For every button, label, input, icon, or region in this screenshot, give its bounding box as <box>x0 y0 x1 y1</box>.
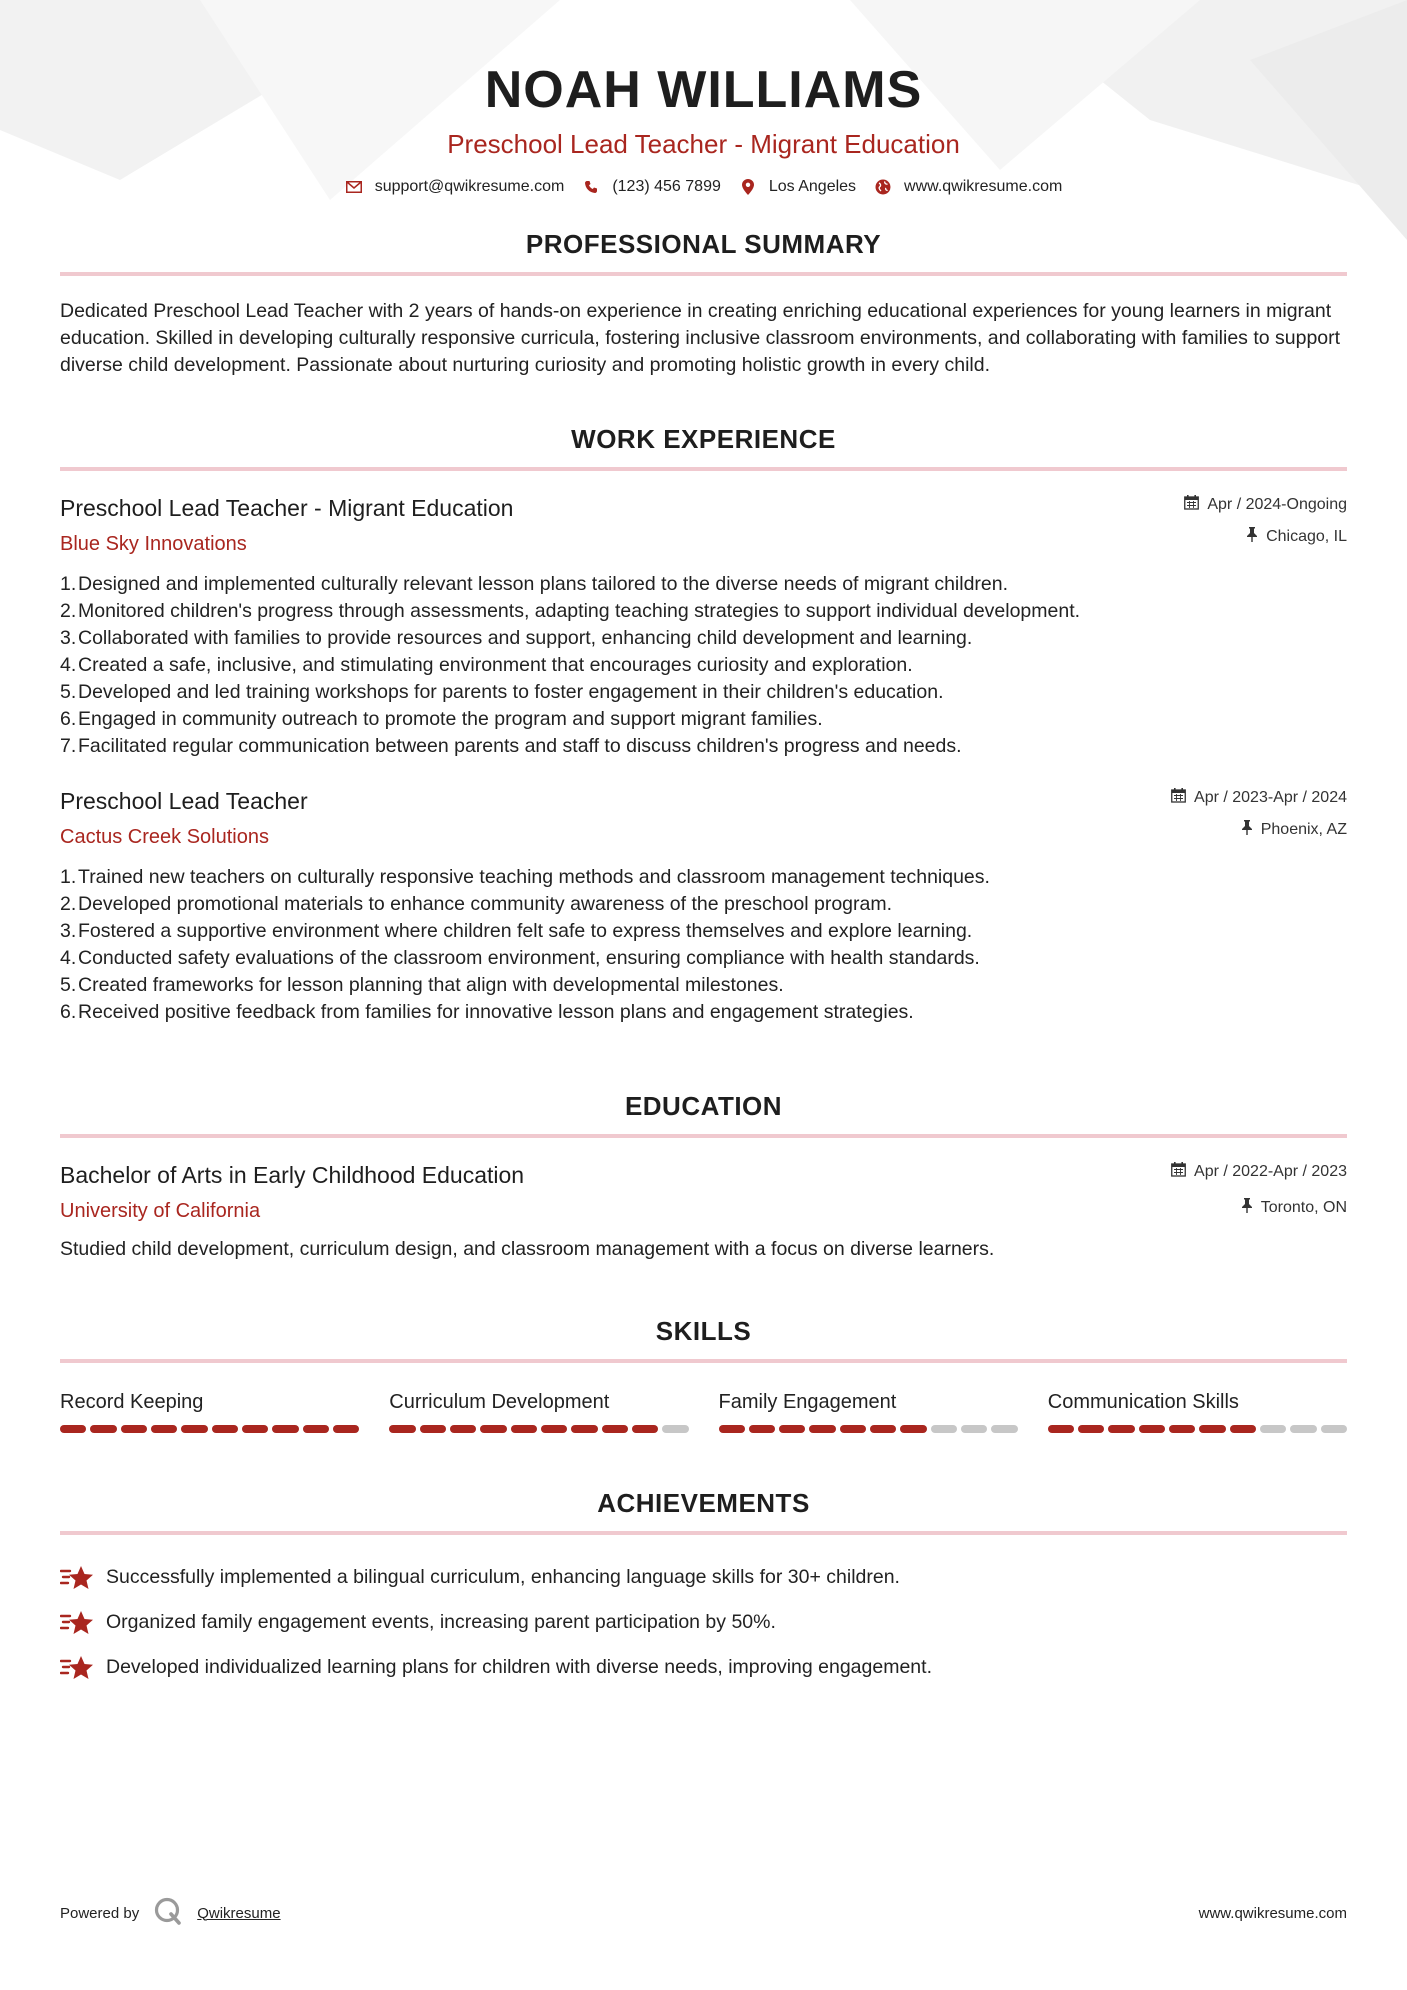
skill-item <box>389 1389 688 1433</box>
skill-segment <box>1169 1425 1195 1433</box>
degree-title: Bachelor of Arts in Early Childhood Education <box>60 1162 525 1188</box>
powered-by-label: Powered by <box>60 1904 140 1922</box>
achievements-section <box>60 1487 1347 1690</box>
skill-segment <box>511 1425 537 1433</box>
skill-level-bar <box>719 1425 1018 1433</box>
powered-by <box>60 1896 281 1930</box>
achievement-text: Developed individualized learning plans for children with diverse needs, improving engagement. <box>106 1656 932 1678</box>
section-divider <box>60 1134 1347 1138</box>
skills-heading: SKILLS <box>655 1316 752 1346</box>
job-company: Cactus Creek Solutions <box>60 826 269 848</box>
skill-segment <box>121 1425 147 1433</box>
job-entry <box>60 493 1347 760</box>
skill-segment <box>840 1425 866 1433</box>
skill-segment <box>602 1425 628 1433</box>
list-item: 3. Fostered a supportive environment where children felt safe to express themselves and explore learning. <box>60 920 973 942</box>
education-location: Toronto, ON <box>1260 1199 1347 1216</box>
skill-segment <box>1230 1425 1256 1433</box>
section-divider <box>60 1531 1347 1535</box>
skill-segment <box>1321 1425 1347 1433</box>
list-item: 1. Designed and implemented culturally relevant lesson plans tailored to the diverse needs of migrant children. <box>60 573 1009 595</box>
list-item: 7. Facilitated regular communication between parents and staff to discuss children's progress and needs. <box>60 735 962 757</box>
skill-segment <box>1048 1425 1074 1433</box>
skills-section <box>60 1315 1347 1433</box>
contact-website[interactable] <box>874 178 1062 196</box>
achievements-list <box>60 1555 1347 1690</box>
achievement-text: Organized family engagement events, increasing parent participation by 50%. <box>106 1611 776 1633</box>
section-divider <box>60 1359 1347 1363</box>
calendar-icon <box>1171 1162 1186 1182</box>
skill-segment <box>1199 1425 1225 1433</box>
skill-segment <box>242 1425 268 1433</box>
skill-segment <box>1260 1425 1286 1433</box>
achievement-item <box>60 1645 1347 1690</box>
list-item: 4. Conducted safety evaluations of the classroom environment, ensuring compliance with health standards. <box>60 947 980 969</box>
skill-segment <box>571 1425 597 1433</box>
skill-segment <box>151 1425 177 1433</box>
contact-row <box>60 178 1347 196</box>
calendar-icon <box>1171 788 1186 808</box>
education-section <box>60 1090 1347 1263</box>
skill-segment <box>420 1425 446 1433</box>
qwikresume-logo-icon <box>153 1896 183 1930</box>
job-title: Preschool Lead Teacher <box>60 788 308 814</box>
skill-name: Communication Skills <box>1047 1391 1239 1413</box>
summary-text: Dedicated Preschool Lead Teacher with 2 years of hands-on experience in creating enriching educational experiences for young learners in migrant education. Skilled in developing culturally responsive curricula, fostering inclusive classroom environments, and collaborating with families to support diverse child development. Passionate about nurturing curiosity and promoting holistic growth in every child. <box>60 300 1341 376</box>
list-item: 5. Created frameworks for lesson planning that align with developmental milestones. <box>60 974 784 996</box>
skill-segment <box>272 1425 298 1433</box>
achievements-heading: ACHIEVEMENTS <box>597 1488 810 1518</box>
email-text: support@qwikresume.com <box>374 178 565 195</box>
skill-segment <box>1290 1425 1316 1433</box>
list-item: 4. Created a safe, inclusive, and stimulating environment that encourages curiosity and exploration. <box>60 654 913 676</box>
job-company: Blue Sky Innovations <box>60 533 247 555</box>
skill-segment <box>991 1425 1017 1433</box>
contact-phone[interactable] <box>582 178 721 196</box>
job-bullets <box>60 864 1347 1026</box>
footer-website[interactable]: www.qwikresume.com <box>1198 1904 1347 1922</box>
website-text: www.qwikresume.com <box>904 178 1063 195</box>
summary-heading: PROFESSIONAL SUMMARY <box>525 229 882 259</box>
skill-item <box>1048 1389 1347 1433</box>
envelope-icon <box>345 178 363 196</box>
skill-segment <box>480 1425 506 1433</box>
skill-item <box>719 1389 1018 1433</box>
shooting-star-icon <box>60 1653 94 1683</box>
skill-segment <box>779 1425 805 1433</box>
job-location: Chicago, IL <box>1266 528 1347 545</box>
skill-segment <box>60 1425 86 1433</box>
experience-section <box>60 423 1347 1026</box>
skill-level-bar <box>1048 1425 1347 1433</box>
skills-row <box>60 1389 1347 1433</box>
skill-name: Record Keeping <box>60 1391 204 1413</box>
school-name: University of California <box>60 1200 261 1222</box>
skill-segment <box>1139 1425 1165 1433</box>
education-dates: Apr / 2022-Apr / 2023 <box>1194 1163 1347 1180</box>
skill-segment <box>333 1425 359 1433</box>
skill-segment <box>181 1425 207 1433</box>
summary-section <box>60 228 1347 379</box>
skill-segment <box>870 1425 896 1433</box>
skill-name: Curriculum Development <box>389 1391 610 1413</box>
contact-email[interactable] <box>345 178 565 196</box>
skill-segment <box>303 1425 329 1433</box>
education-description: Studied child development, curriculum design, and classroom management with a focus on diverse learners. <box>60 1238 995 1260</box>
phone-icon <box>582 178 600 196</box>
job-bullets <box>60 571 1347 760</box>
candidate-title: Preschool Lead Teacher - Migrant Education <box>447 129 960 159</box>
pushpin-icon <box>1246 527 1258 547</box>
education-heading: EDUCATION <box>624 1091 783 1121</box>
calendar-icon <box>1184 495 1199 515</box>
skill-segment <box>900 1425 926 1433</box>
skill-level-bar <box>60 1425 359 1433</box>
skill-segment <box>632 1425 658 1433</box>
skill-segment <box>90 1425 116 1433</box>
candidate-name: NOAH WILLIAMS <box>484 61 923 119</box>
job-location: Phoenix, AZ <box>1260 821 1347 838</box>
skill-segment <box>809 1425 835 1433</box>
list-item: 5. Developed and led training workshops for parents to foster engagement in their children's education. <box>60 681 944 703</box>
skill-segment <box>450 1425 476 1433</box>
pushpin-icon <box>1241 1198 1253 1218</box>
list-item: 6. Received positive feedback from families for innovative lesson plans and engagement strategies. <box>60 1001 914 1023</box>
skill-segment <box>212 1425 238 1433</box>
list-item: 2. Monitored children's progress through assessments, adapting teaching strategies to support individual development. <box>60 600 1081 622</box>
globe-icon <box>874 178 892 196</box>
shooting-star-icon <box>60 1563 94 1593</box>
skill-name: Family Engagement <box>718 1391 897 1413</box>
skill-segment <box>1108 1425 1134 1433</box>
achievement-item <box>60 1555 1347 1600</box>
skill-segment <box>541 1425 567 1433</box>
job-title: Preschool Lead Teacher - Migrant Education <box>60 495 514 521</box>
list-item: 2. Developed promotional materials to enhance community awareness of the preschool program. <box>60 893 893 915</box>
achievement-item <box>60 1600 1347 1645</box>
skill-item <box>60 1389 359 1433</box>
map-pin-icon <box>739 178 757 196</box>
skill-segment <box>961 1425 987 1433</box>
section-divider <box>60 272 1347 276</box>
job-entry <box>60 786 1347 1026</box>
list-item: 1. Trained new teachers on culturally responsive teaching methods and classroom management techniques. <box>60 866 990 888</box>
pushpin-icon <box>1241 820 1253 840</box>
contact-location <box>739 178 856 196</box>
location-text: Los Angeles <box>768 178 857 195</box>
job-dates: Apr / 2023-Apr / 2024 <box>1194 789 1347 806</box>
skill-level-bar <box>389 1425 688 1433</box>
shooting-star-icon <box>60 1608 94 1638</box>
resume-header <box>60 0 1347 196</box>
education-entry <box>60 1160 1347 1263</box>
achievement-text: Successfully implemented a bilingual curriculum, enhancing language skills for 30+ children. <box>106 1566 900 1588</box>
list-item: 3. Collaborated with families to provide resources and support, enhancing child development and learning. <box>60 627 973 649</box>
list-item: 6. Engaged in community outreach to promote the program and support migrant families. <box>60 708 823 730</box>
skill-segment <box>389 1425 415 1433</box>
skill-segment <box>931 1425 957 1433</box>
footer <box>60 1896 1347 1930</box>
skill-segment <box>719 1425 745 1433</box>
section-divider <box>60 467 1347 471</box>
job-dates: Apr / 2024-Ongoing <box>1207 496 1347 513</box>
skill-segment <box>662 1425 688 1433</box>
brand-link[interactable]: Qwikresume <box>197 1904 281 1922</box>
skill-segment <box>749 1425 775 1433</box>
skill-segment <box>1078 1425 1104 1433</box>
phone-text: (123) 456 7899 <box>612 178 721 195</box>
experience-heading: WORK EXPERIENCE <box>571 424 836 454</box>
